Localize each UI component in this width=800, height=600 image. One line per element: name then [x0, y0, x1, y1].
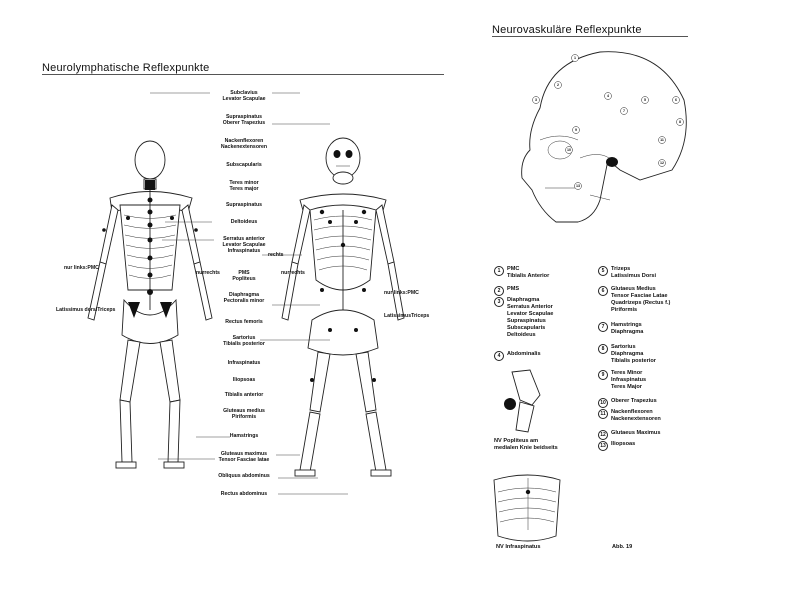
legend-number: 2	[494, 286, 504, 296]
legend-text-line: Sartorius	[611, 344, 636, 350]
knee-caption: NV Popliteus am medialen Knie beidseits	[494, 438, 558, 451]
reflex-label-line: Gluteaus medius	[223, 408, 265, 414]
skull-point-number: 10	[567, 147, 571, 152]
legend-text-line: Diaphragma	[611, 328, 644, 335]
legend-text-line: Latissimus Dorsi	[611, 272, 657, 279]
legend-text-line: Supraspinatus	[507, 317, 546, 324]
reflex-label-line: Infraspinatus	[227, 248, 261, 255]
legend-text-line: Diaphragma	[507, 297, 540, 303]
side-label-nur-links-pmc: nur links:PMC	[64, 265, 99, 271]
legend-number: 1	[494, 266, 504, 276]
reflex-label-line: Levator Scapulae	[222, 96, 266, 103]
figure-label: Abb. 19	[612, 544, 633, 550]
skull-point-number: 2	[557, 82, 559, 87]
legend-text-line: Iliopsoas	[611, 441, 636, 447]
legend-number: 10	[598, 398, 608, 408]
reflex-label-line: PMS	[238, 270, 250, 276]
legend-number: 8	[598, 344, 608, 354]
legend-text-line: Oberer Trapezius	[611, 398, 657, 404]
reflex-label-line: Supraspinatus	[225, 202, 263, 208]
legend-number: 7	[598, 322, 608, 332]
legend-number: 3	[494, 297, 504, 307]
reflex-label-line: Sartorius	[232, 335, 256, 341]
legend-text-line: Quadrizeps (Rectus f.)	[611, 299, 671, 306]
legend-text-line: Tibialis posterior	[611, 357, 656, 364]
skull-point-number: 3	[535, 97, 537, 102]
skull-point-number: 7	[623, 108, 625, 113]
legend-number: 4	[494, 351, 504, 361]
side-label-latissimus-right: LatissimusTriceps	[384, 313, 430, 319]
skull-point-number: 13	[576, 183, 580, 188]
reflex-label-line: Levator Scapulae	[222, 242, 266, 249]
reflex-label-line: Teres major	[229, 186, 259, 193]
legend-text-line: PMC	[507, 266, 520, 272]
legend-text-line: Teres Minor	[611, 370, 643, 376]
legend-number: 9	[598, 370, 608, 380]
legend-text-line: Serratus Anterior	[507, 303, 553, 310]
side-label-nur-rechts-2: nurrechts	[281, 270, 305, 276]
reflex-label-line: Nackenflexoren	[224, 138, 264, 144]
legend-number: 6	[598, 286, 608, 296]
reflex-label-line: Tibialis anterior	[224, 392, 264, 398]
reflex-label-line: Teres minor	[229, 180, 259, 186]
side-label-rechts: rechts	[268, 252, 284, 258]
reflex-label-line: Tibialis posterior	[223, 341, 265, 348]
legend-number: 5	[598, 266, 608, 276]
reflex-label-line: Subscapularis	[226, 162, 262, 168]
right-page-title: Neurovaskuläre Reflexpunkte	[492, 24, 642, 36]
reflex-label-line: Diaphragma	[229, 292, 259, 298]
reflex-label-line: Iliopsoas	[232, 377, 256, 383]
legend-text-line: PMS	[507, 286, 520, 292]
reflex-label-line: Popliteus	[232, 276, 256, 283]
legend-number: 11	[598, 409, 608, 419]
legend-text-line: Trizeps	[611, 266, 631, 272]
legend-number: 13	[598, 441, 608, 451]
reflex-label-line: Gluteaus maximus	[220, 451, 268, 457]
legend-text-line: Teres Major	[611, 383, 642, 390]
reflex-label-line: Nackenextensoren	[220, 144, 268, 151]
legend-text-line: Piriformis	[611, 306, 638, 313]
legend-text-line: Diaphragma	[611, 350, 644, 357]
legend-text-line: Infraspinatus	[611, 376, 647, 383]
side-label-nur-rechts-1: nurrechts	[196, 270, 220, 276]
reflex-label-line: Hamstrings	[229, 433, 259, 439]
skull-point-number: 11	[660, 137, 664, 142]
skull-point-number: 4	[607, 93, 609, 98]
legend-text-line: Tibialis Anterior	[507, 272, 550, 279]
reflex-label-line: Piriformis	[231, 414, 257, 421]
legend-text-line: Glutaeus Medius	[611, 286, 656, 292]
reflex-label-line: Rectus femoris	[225, 319, 263, 325]
reflex-label-line: Infraspinatus	[227, 360, 261, 366]
legend-text-line: Subscapularis	[507, 324, 546, 331]
ribcage-caption: NV Infraspinatus	[496, 544, 541, 550]
side-label-nur-links-pmc-right: nur links:PMC	[384, 290, 419, 296]
reflex-label-line: Tensor Fasciae latae	[218, 457, 270, 464]
legend-text-line: Abdominalis	[507, 351, 541, 357]
legend-text-line: Levator Scapulae	[507, 310, 554, 317]
legend-text-line: Glutaeus Maximus	[611, 430, 661, 436]
left-page-title: Neurolymphatische Reflexpunkte	[42, 62, 210, 74]
reflex-label-line: Supraspinatus	[225, 114, 263, 120]
skull-point-number: 9	[575, 127, 577, 132]
reflex-label-line: Oberer Trapezius	[222, 120, 266, 127]
skull-point-number: 5	[644, 97, 646, 102]
legend-text-line: Deltoideus	[507, 331, 536, 338]
reflex-label-line: Serratus anterior	[223, 236, 265, 242]
side-label-latissimus-left: Latissimus dorsiTriceps	[56, 307, 116, 313]
reflex-label-line: Pectoralis minor	[223, 298, 265, 305]
skull-point-number: 6	[675, 97, 677, 102]
skull-point-number: 8	[679, 119, 681, 124]
reflex-label-line: Subclavius	[230, 90, 258, 96]
legend-text-line: Hamstrings	[611, 322, 642, 328]
legend-text-line: Tensor Fasciae Latae	[611, 292, 668, 299]
legend-number: 12	[598, 430, 608, 440]
reflex-label-line: Obliquus abdominus	[218, 473, 270, 479]
reflex-label-line: Rectus abdominus	[220, 491, 268, 497]
skull-point-number: 1	[574, 55, 576, 60]
legend-text-line: Nackenflexoren	[611, 409, 653, 415]
skull-point-number: 12	[660, 160, 664, 165]
legend-text-line: Nackenextensoren	[611, 415, 661, 422]
reflex-label-line: Deltoideus	[230, 219, 258, 225]
